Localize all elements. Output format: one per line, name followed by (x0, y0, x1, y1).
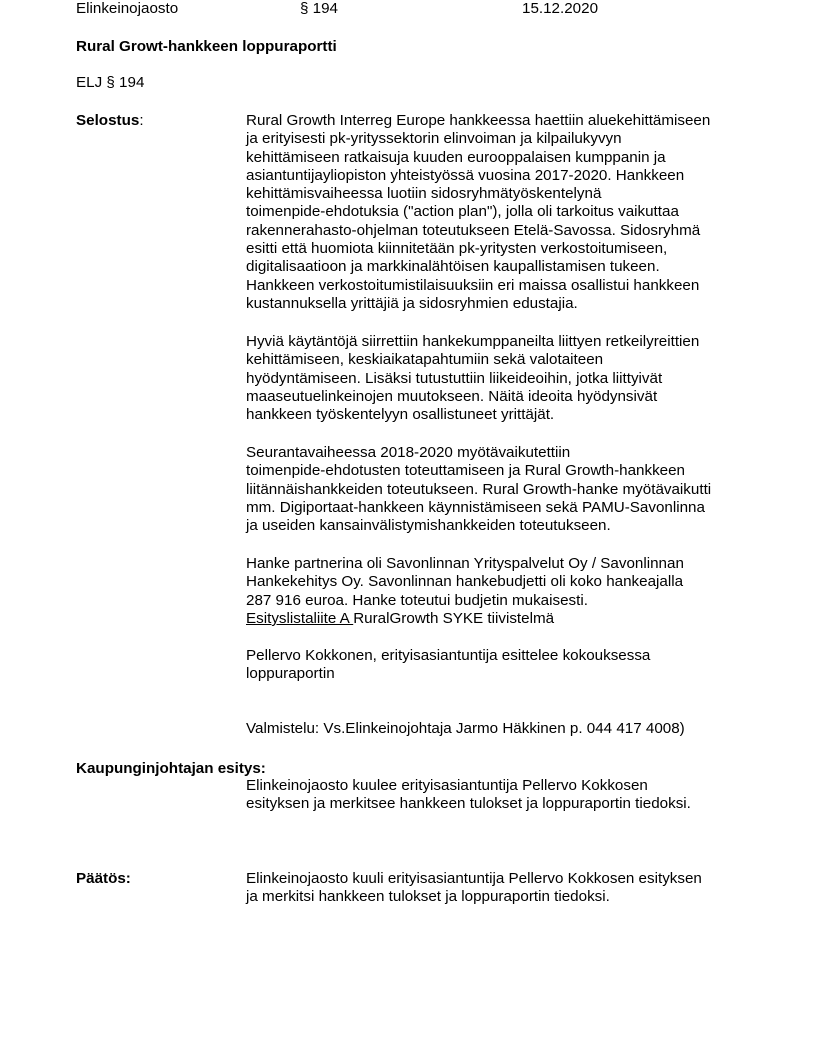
selostus-body-4 (246, 555, 766, 628)
selostus-label-text: Selostus (76, 112, 140, 129)
proposal-body (246, 777, 766, 814)
selostus-body-5 (246, 647, 766, 684)
decision-label: Päätös: (76, 870, 131, 887)
selostus-body-3 (246, 444, 766, 535)
decision-text: Elinkeinojaosto kuuli erityisasiantuntija Pellervo Kokkosen esityksen ja merkitsi hankkeen tulokset ja loppuraportin tiedoksi. (246, 870, 702, 906)
header-section: § 194 (300, 0, 339, 17)
attachment-line (246, 610, 766, 628)
selostus-body (246, 112, 766, 313)
reference-number: ELJ § 194 (76, 74, 145, 91)
selostus-paragraph-1: Rural Growth Interreg Europe hankkeessa haettiin aluekehittämiseen ja erityisesti pk-yrityssektorin elinvoiman ja kilpailukyvyn kehittämiseen ratkaisuja kuuden eurooppalaisen kumppanin ja asiantuntijayliopiston yhteistyössä vuosina 2017-2020. Hankkeen kehittämisvaiheessa luotiin sidosryhmätyöskentelynä toimenpide-ehdotuksia ("action plan"), jolla oli tarkoitus vaikuttaa rakennerahasto-ohjelman toteutukseen Etelä-Savossa. Sidosryhmä esitti että huomiota kiinnitetään pk-yritysten verkostoitumiseen, digitalisaatioon ja markkinalähtöisen kaupallistamisen tukeen. Hankkeen verkostoitumistilaisuuksiin eri maissa osallistui hankkeen kustannuksella yrittäjiä ja sidosryhmien edustajia. (246, 112, 711, 312)
selostus-label-colon: : (139, 112, 144, 129)
selostus-paragraph-2: Hyviä käytäntöjä siirrettiin hankekumppaneilta liittyen retkeilyreittien kehittämiseen, keskiaikatapahtumiin sekä valotaiteen hyödyntämiseen. Lisäksi tutustuttiin liikeideoihin, jotka liittyivät maaseutuelinkeinojen muutokseen. Näitä ideoita hyödynsivät hankkeen työskentelyyn osallistuneet yrittäjät. (246, 333, 700, 424)
decision-body (246, 870, 766, 907)
selostus-paragraph-5: Pellervo Kokkonen, erityisasiantuntija esittelee kokouksessa loppuraportin (246, 647, 651, 683)
proposal-text: Elinkeinojaosto kuulee erityisasiantuntija Pellervo Kokkosen esityksen ja merkitsee hankkeen tulokset ja loppuraportin tiedoksi. (246, 777, 691, 813)
selostus-paragraph-3: Seurantavaiheessa 2018-2020 myötävaikutettiin toimenpide-ehdotusten toteuttamiseen ja Rural Growth-hankkeen liitännäishankkeiden toteutukseen. Rural Growth-hanke myötävaikutti mm. Digiportaat-hankkeen käynnistämiseen sekä PAMU-Savonlinna ja useiden kansainvälistymishankkeiden toteutukseen. (246, 444, 712, 535)
selostus-paragraph-4: Hanke partnerina oli Savonlinnan Yrityspalvelut Oy / Savonlinnan Hankekehitys Oy. Savonlinnan hankebudjetti oli koko hankeajalla 287 916 euroa. Hanke toteutui budjetin mukaisesti. (246, 555, 684, 609)
selostus-label (76, 112, 144, 130)
preparation-line (246, 720, 766, 738)
selostus-body-2 (246, 333, 766, 424)
attachment-text: RuralGrowth SYKE tiivistelmä (353, 609, 555, 627)
header-date: 15.12.2020 (522, 0, 599, 17)
attachment-link[interactable]: Esityslistaliite A (246, 609, 354, 627)
proposal-label: Kaupunginjohtajan esitys: (76, 760, 266, 777)
preparation-text: Valmistelu: Vs.Elinkeinojohtaja Jarmo Häkkinen p. 044 417 4008) (246, 720, 685, 737)
header-committee: Elinkeinojaosto (76, 0, 179, 17)
document-title: Rural Growt-hankkeen loppuraportti (76, 38, 337, 55)
